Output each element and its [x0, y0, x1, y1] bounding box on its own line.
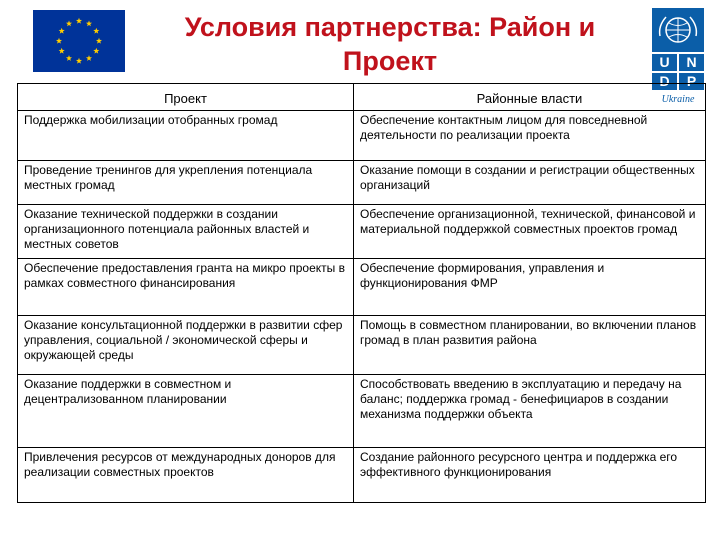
eu-star-icon [66, 55, 72, 61]
eu-star-icon [86, 55, 92, 61]
cell-project: Поддержка мобилизации отобранных громад [18, 111, 354, 161]
undp-country: Ukraine [661, 94, 695, 104]
eu-star-icon [93, 28, 99, 34]
undp-letter-u: U [659, 54, 670, 70]
undp-letter-n: N [686, 54, 697, 70]
cell-authorities: Помощь в совместном планировании, во включении планов громад в план развития района [354, 316, 706, 375]
table-row [18, 448, 706, 503]
cell-project: Привлечения ресурсов от международных доноров для реализации совместных проектов [18, 448, 354, 503]
table-row [18, 205, 706, 259]
table-row [18, 375, 706, 448]
cell-project: Оказание консультационной поддержки в развитии сфер управления, социальной / экономической сферы и окружающей среды [18, 316, 354, 375]
eu-star-icon [93, 48, 99, 54]
eu-star-icon [66, 20, 72, 26]
cell-project: Оказание поддержки в совместном и децентрализованном планировании [18, 375, 354, 448]
column-header-project: Проект [18, 84, 354, 111]
eu-star-icon [96, 38, 102, 44]
undp-letter-p: P [686, 73, 697, 89]
cell-project: Оказание технической поддержки в создании организационного потенциала районных властей и местных советов [18, 205, 354, 259]
eu-star-icon [76, 58, 82, 64]
eu-star-icon [86, 20, 92, 26]
cell-authorities: Создание районного ресурсного центра и поддержка его эффективного функционирования [354, 448, 706, 503]
eu-flag-logo [33, 10, 125, 72]
eu-star-icon [59, 28, 65, 34]
cell-authorities: Обеспечение контактным лицом для повседневной деятельности по реализации проекта [354, 111, 706, 161]
eu-star-icon [56, 38, 62, 44]
eu-star-icon [59, 48, 65, 54]
cell-authorities: Обеспечение формирования, управления и функционирования ФМР [354, 259, 706, 316]
partnership-table [17, 83, 706, 503]
column-header-district-authorities: Районные власти [354, 84, 706, 111]
page-title: Условия партнерства: Район и Проект [184, 12, 596, 76]
cell-authorities: Способствовать введению в эксплуатацию и передачу на баланс; поддержка громад - бенефициаров в создании механизма поддержки объекта [354, 375, 706, 448]
eu-star-icon [76, 18, 82, 24]
table-header-row [18, 84, 706, 111]
cell-authorities: Обеспечение организационной, технической, финансовой и материальной поддержкой совместных проектов громад [354, 205, 706, 259]
cell-project: Обеспечение предоставления гранта на микро проекты в рамках совместного финансирования [18, 259, 354, 316]
table-row [18, 111, 706, 161]
undp-letter-d: D [659, 73, 670, 89]
cell-project: Проведение тренингов для укрепления потенциала местных громад [18, 161, 354, 205]
cell-authorities: Оказание помощи в создании и регистрации общественных организаций [354, 161, 706, 205]
table-row [18, 161, 706, 205]
eu-stars [33, 10, 125, 72]
table-row [18, 259, 706, 316]
table-row [18, 316, 706, 375]
